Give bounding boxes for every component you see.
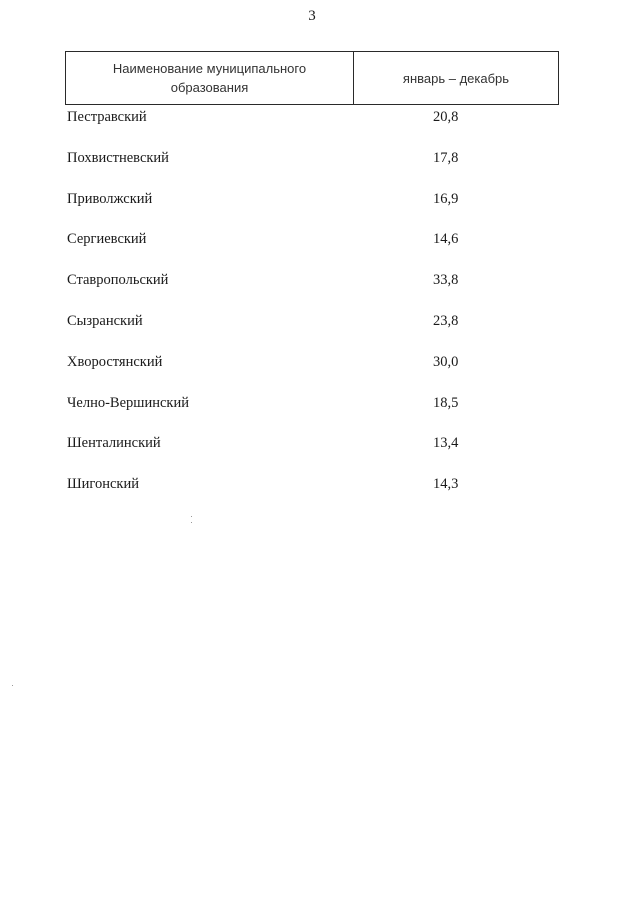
header-period: январь – декабрь	[402, 70, 510, 86]
table-row	[67, 149, 559, 190]
municipality-value: 17,8	[433, 149, 459, 166]
municipality-name: Сызранский	[67, 312, 143, 329]
municipality-name: Шенталинский	[67, 435, 161, 452]
page-number: 3	[308, 8, 316, 24]
municipality-name: Челно-Вершинский	[67, 394, 189, 411]
municipality-value: 13,4	[433, 435, 459, 452]
municipality-value: 23,8	[433, 312, 459, 329]
header-municipality-name: Наименование муниципального образования	[66, 52, 354, 104]
table-row	[67, 434, 559, 475]
table-row	[67, 394, 559, 435]
municipality-name: Приволжский	[67, 190, 153, 207]
table-row	[67, 230, 559, 271]
table-row	[67, 271, 559, 312]
table-row	[67, 108, 559, 149]
table-body	[67, 108, 559, 516]
municipality-value: 16,9	[433, 190, 459, 207]
municipality-name: Ставропольский	[67, 272, 169, 289]
table-header	[65, 51, 559, 105]
municipality-name: Шигонский	[67, 476, 139, 493]
municipality-value: 20,8	[433, 109, 459, 125]
municipality-name: Сергиевский	[67, 231, 147, 248]
municipality-value: 18,5	[433, 394, 459, 411]
table-row	[67, 312, 559, 353]
municipality-value: 33,8	[433, 272, 459, 289]
scan-speck	[191, 522, 192, 523]
table-row	[67, 475, 559, 516]
table-row	[67, 190, 559, 231]
scan-speck	[191, 516, 192, 517]
table-row	[67, 353, 559, 394]
scan-speck	[12, 685, 13, 686]
municipality-name: Пестравский	[67, 109, 147, 125]
municipality-value: 30,0	[433, 353, 459, 370]
municipality-value: 14,6	[433, 231, 459, 248]
municipality-name: Хворостянский	[67, 353, 163, 370]
municipality-name: Похвистневский	[67, 149, 169, 166]
municipality-value: 14,3	[433, 476, 459, 493]
